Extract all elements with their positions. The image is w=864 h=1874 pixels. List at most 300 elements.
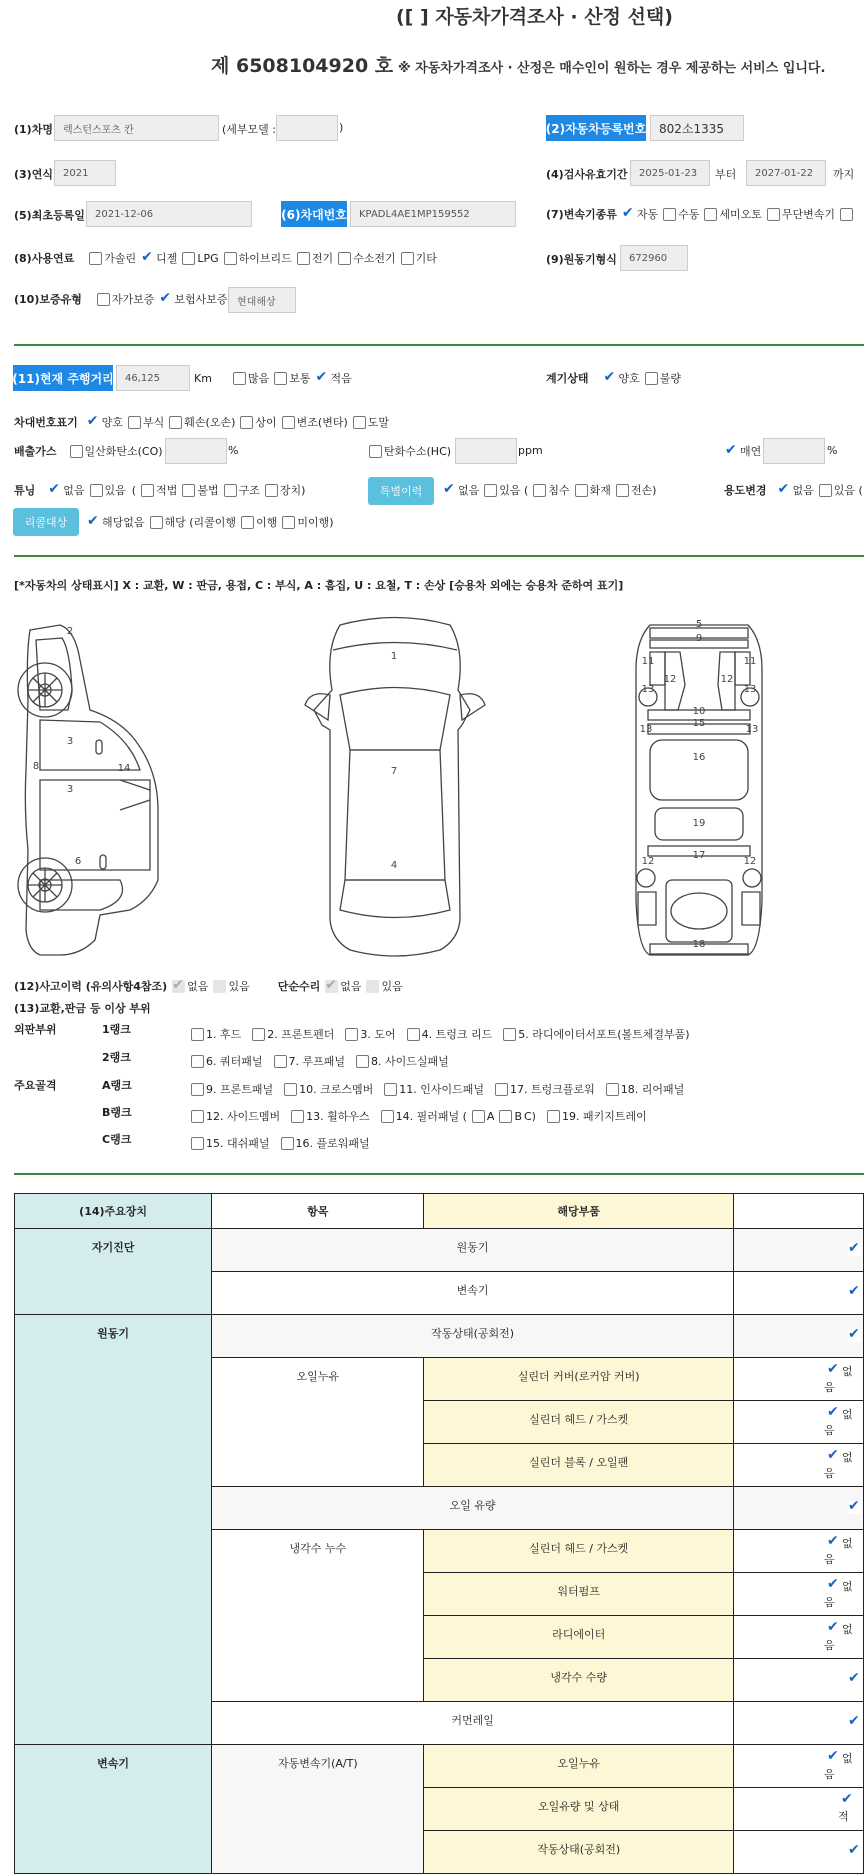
vin-modified-label: 변조(변타) (296, 416, 348, 429)
reg-no-field[interactable]: 802소1335 (650, 115, 744, 141)
trans-cvt-label: 무단변속기 (781, 208, 836, 221)
rank1-part-checkbox[interactable] (252, 1028, 265, 1041)
simple-exist-label: 있음 (381, 980, 403, 993)
fuel-lpg-checkbox[interactable] (182, 252, 195, 265)
reg-no-label: (2)자동차등록번호 (546, 115, 646, 141)
accident-row (14, 978, 405, 994)
car-top-view (305, 618, 485, 957)
diagram-part-number: 14 (117, 763, 131, 774)
table-row (734, 1401, 864, 1444)
diagram-part-number: 13 (641, 684, 655, 695)
rankA-part-label: 17. 트렁크플로워 (510, 1083, 595, 1096)
inspection-to-field[interactable]: 2027-01-22 (746, 160, 826, 186)
tuning-row (14, 482, 307, 498)
state-checkbox[interactable] (848, 1716, 861, 1729)
fuel-gasoline-checkbox[interactable] (89, 252, 102, 265)
gauge-row (546, 370, 683, 386)
usage-label: 용도변경 (724, 484, 767, 497)
diagram-part-number: 5 (695, 619, 703, 630)
oil-level-item: 오일 유량 (212, 1487, 734, 1530)
common-rail-item: 커먼레일 (212, 1702, 734, 1745)
state-checkbox[interactable] (827, 1364, 840, 1377)
tuning-device-label: 장치) (279, 484, 306, 497)
rankB-part-checkbox[interactable] (547, 1110, 560, 1123)
trans-category: 변속기 (15, 1745, 212, 1874)
recall-applicable-checkbox[interactable] (150, 516, 163, 529)
diagram-part-number: 7 (390, 766, 398, 777)
hc-field[interactable] (455, 438, 517, 464)
state-checkbox[interactable] (827, 1536, 840, 1549)
divider-2 (14, 555, 864, 557)
table-row (734, 1229, 864, 1272)
diagram-part-number: 15 (692, 718, 706, 729)
rankA-part-label: 9. 프론트패널 (206, 1083, 274, 1096)
rank1-part-label: 4. 트렁크 리드 (421, 1028, 493, 1041)
rankB-part-label: 14. 필러패널 ( (395, 1110, 467, 1123)
hc-label: 탄화수소(HC) (384, 445, 452, 458)
engine-op-state: 작동상태(공회전) (212, 1315, 734, 1358)
smoke-unit: % (827, 444, 838, 457)
diagram-part-number: 13 (639, 724, 653, 735)
smoke-field[interactable] (763, 438, 825, 464)
vin-label: (6)차대번호 (281, 201, 347, 227)
diagram-part-number: 11 (641, 656, 655, 667)
detail-model-close: ) (339, 121, 344, 134)
state-label: 적 (838, 1810, 849, 1823)
from-word: 부터 (715, 168, 737, 181)
fuel-other-checkbox[interactable] (401, 252, 414, 265)
table-header-device: (14)주요장치 (15, 1194, 212, 1229)
vin-stolen-label: 도말 (367, 416, 390, 429)
table-row (734, 1530, 864, 1573)
table-row (734, 1358, 864, 1401)
state-checkbox[interactable] (848, 1845, 861, 1858)
vin-mismatch-checkbox[interactable] (240, 416, 253, 429)
rankA-part-checkbox[interactable] (191, 1083, 204, 1096)
state-checkbox[interactable] (848, 1286, 861, 1299)
diagram-part-number: 3 (66, 784, 74, 795)
vin-mismatch-label: 상이 (255, 416, 277, 429)
state-label: 없음 (824, 1451, 853, 1480)
mileage-many-checkbox[interactable] (233, 372, 246, 385)
vin-modified-checkbox[interactable] (282, 416, 295, 429)
fuel-label: (8)사용연료 (14, 252, 75, 265)
smoke-label: 매연 (740, 445, 762, 458)
table-row (734, 1831, 864, 1874)
tuning-none-checkbox[interactable] (48, 484, 61, 497)
mileage-unit: Km (194, 371, 212, 385)
diagram-part-number: 16 (692, 752, 706, 763)
recall-none-label: 해당없음 (102, 516, 145, 529)
radiator-part: 라디에이터 (424, 1616, 734, 1659)
diagram-part-number: 12 (641, 856, 655, 867)
rankB-part-label: A (486, 1109, 495, 1123)
state-checkbox[interactable] (827, 1579, 840, 1592)
usage-exist-checkbox[interactable] (819, 484, 832, 497)
recall-applicable-label: 해당 (리콜이행 (164, 516, 237, 529)
trans-cvt-checkbox[interactable] (767, 208, 780, 221)
state-checkbox[interactable] (848, 1243, 861, 1256)
fuel-electric-checkbox[interactable] (297, 252, 310, 265)
rankC-label: C랭크 (102, 1133, 132, 1146)
diagram-part-number: 10 (692, 706, 706, 717)
rank1-row (188, 1026, 698, 1042)
tuning-illegal-label: 불법 (197, 484, 219, 497)
car-diagram (0, 610, 864, 970)
rankB-part-label: C) (524, 1109, 536, 1123)
rankC-part-checkbox[interactable] (191, 1137, 204, 1150)
accident-none-checkbox[interactable] (172, 980, 185, 993)
trans-auto-checkbox[interactable] (622, 208, 635, 221)
emission-label: 배출가스 (14, 445, 57, 458)
fuel-row (14, 250, 439, 266)
tuning-exist-checkbox[interactable] (90, 484, 103, 497)
rankC-part-label: 16. 플로워패널 (295, 1137, 370, 1150)
cyl-head2-part: 실린더 헤드 / 가스켓 (424, 1530, 734, 1573)
tuning-paren: ( (131, 483, 137, 497)
trans-manual-checkbox[interactable] (663, 208, 676, 221)
rankA-row (188, 1081, 692, 1097)
table-row (734, 1272, 864, 1315)
to-word: 까지 (833, 168, 855, 181)
table-header-state (734, 1194, 864, 1229)
car-chassis-view (636, 625, 762, 955)
special-exist-checkbox[interactable] (484, 484, 497, 497)
mileage-few-checkbox[interactable] (315, 372, 328, 385)
mileage-few-label: 적음 (330, 372, 352, 385)
trans-other-checkbox[interactable] (840, 208, 853, 221)
table-row (734, 1487, 864, 1530)
rankB-part-label: 12. 사이드멤버 (206, 1110, 281, 1123)
hc-checkbox[interactable] (369, 445, 382, 458)
rank1-part-label: 5. 라디에이터서포트(볼트체결부품) (518, 1028, 690, 1041)
tuning-exist-label: 있음 (104, 484, 126, 497)
first-reg-label: (5)최초등록일 (14, 209, 85, 222)
car-side-view (18, 625, 158, 955)
rankC-part-checkbox[interactable] (281, 1137, 294, 1150)
trans-semi-label: 세미오토 (719, 208, 762, 221)
rankA-part-label: 11. 인사이드패널 (399, 1083, 484, 1096)
fuel-diesel-checkbox[interactable] (141, 252, 154, 265)
state-checkbox[interactable] (827, 1407, 840, 1420)
special-none-label: 없음 (458, 484, 480, 497)
warranty-self-checkbox[interactable] (97, 293, 110, 306)
state-checkbox[interactable] (827, 1751, 840, 1764)
gauge-good-label: 양호 (618, 372, 640, 385)
vin-field[interactable]: KPADL4AE1MP159552 (350, 201, 516, 227)
recall-button[interactable]: 리콜대상 (13, 508, 79, 536)
cyl-block-part: 실린더 블록 / 오일팬 (424, 1444, 734, 1487)
engine-type-field[interactable]: 672960 (620, 245, 688, 271)
mileage-many-label: 많음 (247, 372, 270, 385)
hc-row (366, 443, 453, 459)
vin-stolen-checkbox[interactable] (353, 416, 366, 429)
rank2-part-checkbox[interactable] (356, 1055, 369, 1068)
rankB-part-checkbox[interactable] (291, 1110, 304, 1123)
rank1-part-checkbox[interactable] (345, 1028, 358, 1041)
diagram-part-number: 12 (743, 856, 757, 867)
diagram-part-number: 2 (66, 626, 74, 637)
diagram-part-number: 6 (74, 856, 82, 867)
rankA-part-label: 10. 크로스멤버 (299, 1083, 374, 1096)
diagram-part-number: 4 (390, 860, 398, 871)
simple-exist-checkbox[interactable] (366, 980, 379, 993)
rank2-part-label: 6. 쿼터패널 (206, 1055, 263, 1068)
main-device-table (14, 1193, 864, 1874)
special-total-checkbox[interactable] (616, 484, 629, 497)
rankA-part-label: 18. 리어패널 (620, 1083, 685, 1096)
rankC-part-label: 15. 대쉬패널 (206, 1137, 270, 1150)
trans-label: (7)변속기종류 (546, 208, 617, 221)
rankB-part-checkbox[interactable] (472, 1110, 485, 1123)
rank1-part-checkbox[interactable] (503, 1028, 516, 1041)
coolant-level-part: 냉각수 수량 (424, 1659, 734, 1702)
coolant-leak-item: 냉각수 누수 (212, 1530, 424, 1702)
vin-good-label: 양호 (101, 416, 124, 429)
trans-manual-label: 수동 (678, 208, 700, 221)
at-op-part: 작동상태(공회전) (424, 1831, 734, 1874)
outer-panel-label: 외판부위 (14, 1023, 57, 1036)
cyl-head-part: 실린더 헤드 / 가스켓 (424, 1401, 734, 1444)
trans-semi-checkbox[interactable] (704, 208, 717, 221)
vin-damage-label: 훼손(오손) (184, 416, 236, 429)
warranty-insurance-checkbox[interactable] (159, 293, 172, 306)
special-flood-label: 침수 (548, 484, 570, 497)
year-field[interactable]: 2021 (54, 160, 116, 186)
recall-none-checkbox[interactable] (87, 516, 100, 529)
rank1-part-checkbox[interactable] (407, 1028, 420, 1041)
gauge-label: 계기상태 (546, 372, 589, 385)
fuel-hybrid-label: 하이브리드 (238, 252, 292, 265)
fuel-hydrogen-label: 수소전기 (353, 252, 396, 265)
rank1-label: 1랭크 (102, 1023, 131, 1036)
diagram-part-number: 19 (692, 818, 706, 829)
usage-none-checkbox[interactable] (778, 484, 791, 497)
special-row (440, 482, 658, 498)
rankB-part-label: 13. 휠하우스 (306, 1110, 370, 1123)
special-total-label: 전손) (630, 484, 657, 497)
tuning-device-checkbox[interactable] (265, 484, 278, 497)
mileage-level-row (194, 370, 354, 386)
tuning-legal-checkbox[interactable] (141, 484, 154, 497)
state-checkbox[interactable] (827, 1450, 840, 1463)
car-name-field[interactable]: 렉스턴스포츠 칸 (54, 115, 219, 141)
table-row (734, 1659, 864, 1702)
vin-state-label: 차대번호표기 (14, 416, 78, 429)
special-flood-checkbox[interactable] (533, 484, 546, 497)
rankB-part-label: 19. 패키지트레이 (561, 1110, 647, 1123)
state-checkbox[interactable] (827, 1622, 840, 1635)
rank1-part-label: 2. 프론트펜더 (267, 1028, 335, 1041)
service-notice: ※ 자동차가격조사 · 산정은 매수인이 원하는 경우 제공하는 서비스 입니다. (398, 61, 826, 76)
tuning-structure-label: 구조 (238, 484, 260, 497)
co-field[interactable] (165, 438, 227, 464)
at-oil-level-part: 오일유량 및 상태 (424, 1788, 734, 1831)
rankB-part-checkbox[interactable] (191, 1110, 204, 1123)
car-name-label: (1)차명 (14, 123, 53, 136)
page-title: ([ ] 자동차가격조사 · 산정 선택) (396, 6, 673, 28)
warranty-self-label: 자가보증 (111, 293, 155, 306)
fuel-gasoline-label: 가솔린 (104, 252, 137, 265)
at-item: 자동변속기(A/T) (212, 1745, 424, 1874)
table-row (734, 1315, 864, 1358)
diagram-part-number: 3 (66, 736, 74, 747)
table-row (734, 1702, 864, 1745)
self-diag-engine: 원동기 (212, 1229, 734, 1272)
state-label: 없음 (824, 1365, 853, 1394)
mileage-normal-label: 보통 (289, 372, 311, 385)
first-reg-field[interactable]: 2021-12-06 (86, 201, 252, 227)
exchange-label: (13)교환,판금 등 이상 부위 (14, 1002, 151, 1015)
fuel-hybrid-checkbox[interactable] (224, 252, 237, 265)
rankB-label: B랭크 (102, 1106, 132, 1119)
co-unit: % (228, 444, 239, 457)
at-oil-leak-part: 오일누유 (424, 1745, 734, 1788)
diagram-part-number: 18 (692, 939, 706, 950)
engine-category: 원동기 (15, 1315, 212, 1745)
mileage-field[interactable]: 46,125 (116, 365, 190, 391)
state-checkbox[interactable] (848, 1329, 861, 1342)
special-history-button[interactable]: 특별이력 (368, 477, 434, 505)
hc-unit: ppm (518, 444, 543, 457)
rank2-label: 2랭크 (102, 1051, 131, 1064)
diagram-part-number: 12 (663, 674, 677, 685)
state-label: 없음 (824, 1537, 853, 1566)
detail-model-label: (세부모델 : (222, 123, 276, 136)
report-number: 제 6508104920 호 (211, 55, 394, 77)
table-header-item: 항목 (212, 1194, 424, 1229)
inspection-label: (4)검사유효기간 (546, 168, 628, 181)
self-diag-trans: 변속기 (212, 1272, 734, 1315)
usage-none-label: 없음 (792, 484, 814, 497)
inspection-from-field[interactable]: 2025-01-23 (630, 160, 710, 186)
table-header-part: 해당부품 (424, 1194, 734, 1229)
warranty-company-field[interactable]: 현대해상 (228, 287, 296, 313)
tuning-illegal-checkbox[interactable] (182, 484, 195, 497)
state-label: 없음 (824, 1623, 853, 1652)
year-label: (3)연식 (14, 168, 53, 181)
rankB-part-label: B (514, 1109, 522, 1123)
smoke-row (722, 443, 763, 459)
fuel-other-label: 기타 (415, 252, 437, 265)
fuel-lpg-label: LPG (197, 251, 219, 265)
water-pump-part: 워터펌프 (424, 1573, 734, 1616)
vin-rust-checkbox[interactable] (128, 416, 141, 429)
co-label: 일산화탄소(CO) (84, 445, 163, 458)
recall-notdone-checkbox[interactable] (282, 516, 295, 529)
fuel-diesel-label: 디젤 (156, 252, 178, 265)
recall-done-checkbox[interactable] (241, 516, 254, 529)
fuel-electric-label: 전기 (311, 252, 334, 265)
rankC-row (188, 1135, 378, 1151)
accident-exist-checkbox[interactable] (213, 980, 226, 993)
rankA-part-checkbox[interactable] (384, 1083, 397, 1096)
special-fire-checkbox[interactable] (575, 484, 588, 497)
rank1-part-checkbox[interactable] (191, 1028, 204, 1041)
rankA-part-checkbox[interactable] (495, 1083, 508, 1096)
recall-notdone-label: 미이행) (297, 516, 334, 529)
usage-exist-label: 있음 ( (833, 484, 863, 497)
oil-leak-item: 오일누유 (212, 1358, 424, 1487)
accident-exist-label: 있음 (228, 980, 250, 993)
rankB-row (188, 1108, 655, 1124)
rank2-part-checkbox[interactable] (274, 1055, 287, 1068)
rank2-part-label: 7. 루프패널 (288, 1055, 345, 1068)
state-checkbox[interactable] (848, 1673, 861, 1686)
trans-auto-label: 자동 (636, 208, 659, 221)
diagram-part-number: 17 (692, 850, 706, 861)
accident-label: (12)사고이력 (유의사항4참조) (14, 980, 168, 993)
state-checkbox[interactable] (841, 1794, 854, 1807)
vin-good-checkbox[interactable] (87, 416, 100, 429)
state-label: 없음 (824, 1408, 853, 1437)
special-fire-label: 화재 (589, 484, 611, 497)
simple-none-label: 없음 (340, 980, 362, 993)
fuel-hydrogen-checkbox[interactable] (338, 252, 351, 265)
rank1-part-label: 1. 후드 (206, 1028, 242, 1041)
special-none-checkbox[interactable] (443, 484, 456, 497)
gauge-good-checkbox[interactable] (604, 372, 617, 385)
diagram-part-number: 13 (743, 684, 757, 695)
mileage-normal-checkbox[interactable] (274, 372, 287, 385)
cyl-cover-part: 실린더 커버(로커암 커버) (424, 1358, 734, 1401)
gauge-bad-label: 불량 (659, 372, 682, 385)
diagram-part-number: 1 (390, 651, 398, 662)
rankB-part-checkbox[interactable] (499, 1110, 512, 1123)
table-row (734, 1745, 864, 1788)
accident-none-label: 없음 (187, 980, 209, 993)
recall-done-label: 이행 (256, 516, 278, 529)
table-row (734, 1444, 864, 1487)
simple-repair-label: 단순수리 (277, 980, 321, 993)
emission-row (14, 443, 165, 459)
table-row (734, 1573, 864, 1616)
special-exist-label: 있음 ( (499, 484, 529, 497)
frame-label: 주요골격 (14, 1079, 57, 1092)
warranty-row (14, 291, 230, 307)
table-row (734, 1788, 864, 1831)
tuning-structure-checkbox[interactable] (224, 484, 237, 497)
state-label: 없음 (824, 1580, 853, 1609)
vin-damage-checkbox[interactable] (169, 416, 182, 429)
co-checkbox[interactable] (70, 445, 83, 458)
simple-none-checkbox[interactable] (325, 980, 338, 993)
gauge-bad-checkbox[interactable] (645, 372, 658, 385)
rank2-part-label: 8. 사이드실패널 (371, 1055, 449, 1068)
vin-rust-label: 부식 (143, 416, 165, 429)
transmission-row (546, 206, 855, 222)
detail-model-field[interactable] (276, 115, 338, 141)
smoke-checkbox[interactable] (725, 445, 738, 458)
self-diag-category: 자기진단 (15, 1229, 212, 1315)
rank2-part-checkbox[interactable] (191, 1055, 204, 1068)
diagram-part-number: 9 (695, 633, 703, 644)
state-checkbox[interactable] (848, 1501, 861, 1514)
rankA-part-checkbox[interactable] (606, 1083, 619, 1096)
table-row (734, 1616, 864, 1659)
recall-row (84, 514, 336, 530)
usage-row (724, 482, 864, 498)
warranty-insurance-label: 보험사보증 (174, 293, 228, 306)
state-label: 없음 (824, 1752, 853, 1781)
rankB-part-checkbox[interactable] (381, 1110, 394, 1123)
diagram-part-number: 11 (743, 656, 757, 667)
divider-3 (14, 1173, 864, 1175)
tuning-label: 튜닝 (14, 484, 36, 497)
rankA-label: A랭크 (102, 1079, 132, 1092)
rankA-part-checkbox[interactable] (284, 1083, 297, 1096)
diagram-part-number: 13 (745, 724, 759, 735)
